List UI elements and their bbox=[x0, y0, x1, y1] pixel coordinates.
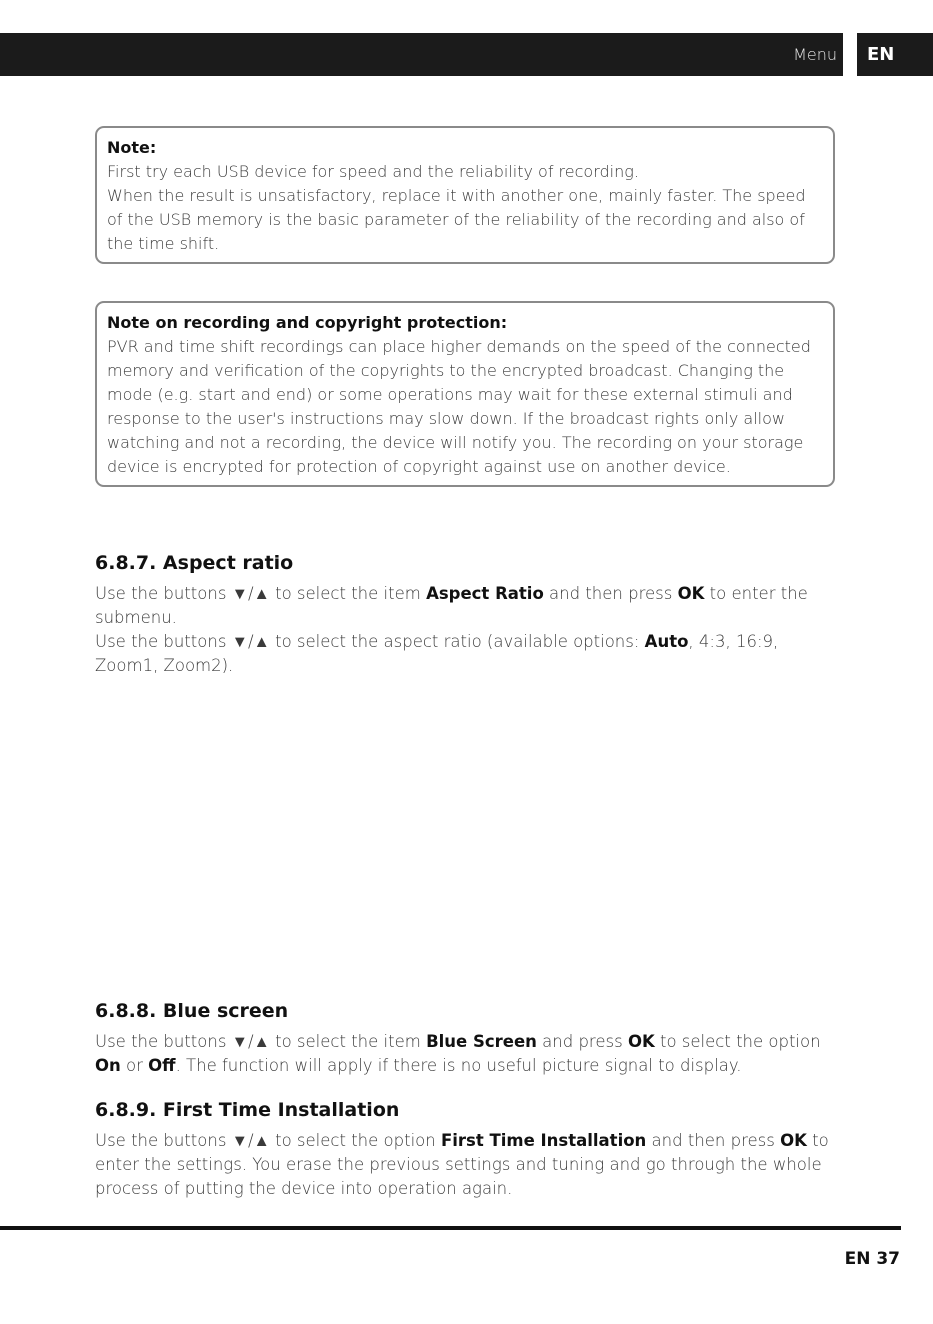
note-title: Note: bbox=[107, 138, 157, 157]
section-blue-screen bbox=[95, 998, 840, 1078]
note-title: Note on recording and copyright protection: bbox=[107, 313, 508, 332]
paragraph: Use the buttons ▼/▲ to select the aspect ratio (available options: Auto, 4:3, 16:9, Zoom1, Zoom2). bbox=[95, 632, 779, 675]
section-heading: 6.8.8. Blue screen bbox=[95, 1000, 289, 1022]
note-body: PVR and time shift recordings can place higher demands on the speed of the connected memory and verification of the copyrights to the encrypted broadcast. Changing the mode (e.g. start and end) or some operations may wait for these external stimuli and response to the user's instructions may slow down. If the broadcast rights only allow watching and not a recording, the device will notify you. The recording on your storage device is encrypted for protection of copyright against use on another device. bbox=[107, 337, 811, 476]
section-first-time-installation bbox=[95, 1097, 840, 1201]
section-heading: 6.8.9. First Time Installation bbox=[95, 1099, 400, 1121]
language-tab: EN bbox=[857, 33, 933, 76]
note-box-usb bbox=[95, 126, 835, 264]
paragraph: Use the buttons ▼/▲ to select the item Aspect Ratio and then press OK to enter the submenu. bbox=[95, 584, 808, 627]
header-menu-label: Menu bbox=[793, 45, 837, 64]
footer-rule bbox=[0, 1226, 901, 1230]
paragraph: Use the buttons ▼/▲ to select the item Blue Screen and press OK to select the option On or Off. The function will apply if there is no useful picture signal to display. bbox=[95, 1032, 821, 1075]
section-aspect-ratio bbox=[95, 550, 840, 678]
page-number: EN 37 bbox=[844, 1249, 900, 1269]
header-bar bbox=[0, 33, 843, 76]
section-heading: 6.8.7. Aspect ratio bbox=[95, 552, 294, 574]
paragraph: Use the buttons ▼/▲ to select the option First Time Installation and then press OK to enter the settings. You erase the previous settings and tuning and go through the whole process of putting the device into operation again. bbox=[95, 1131, 829, 1198]
note-line: When the result is unsatisfactory, replace it with another one, mainly faster. The speed of the USB memory is the basic parameter of the reliability of the recording and also of the time shift. bbox=[107, 186, 806, 253]
note-box-copyright bbox=[95, 301, 835, 487]
note-line: First try each USB device for speed and the reliability of recording. bbox=[107, 162, 639, 181]
